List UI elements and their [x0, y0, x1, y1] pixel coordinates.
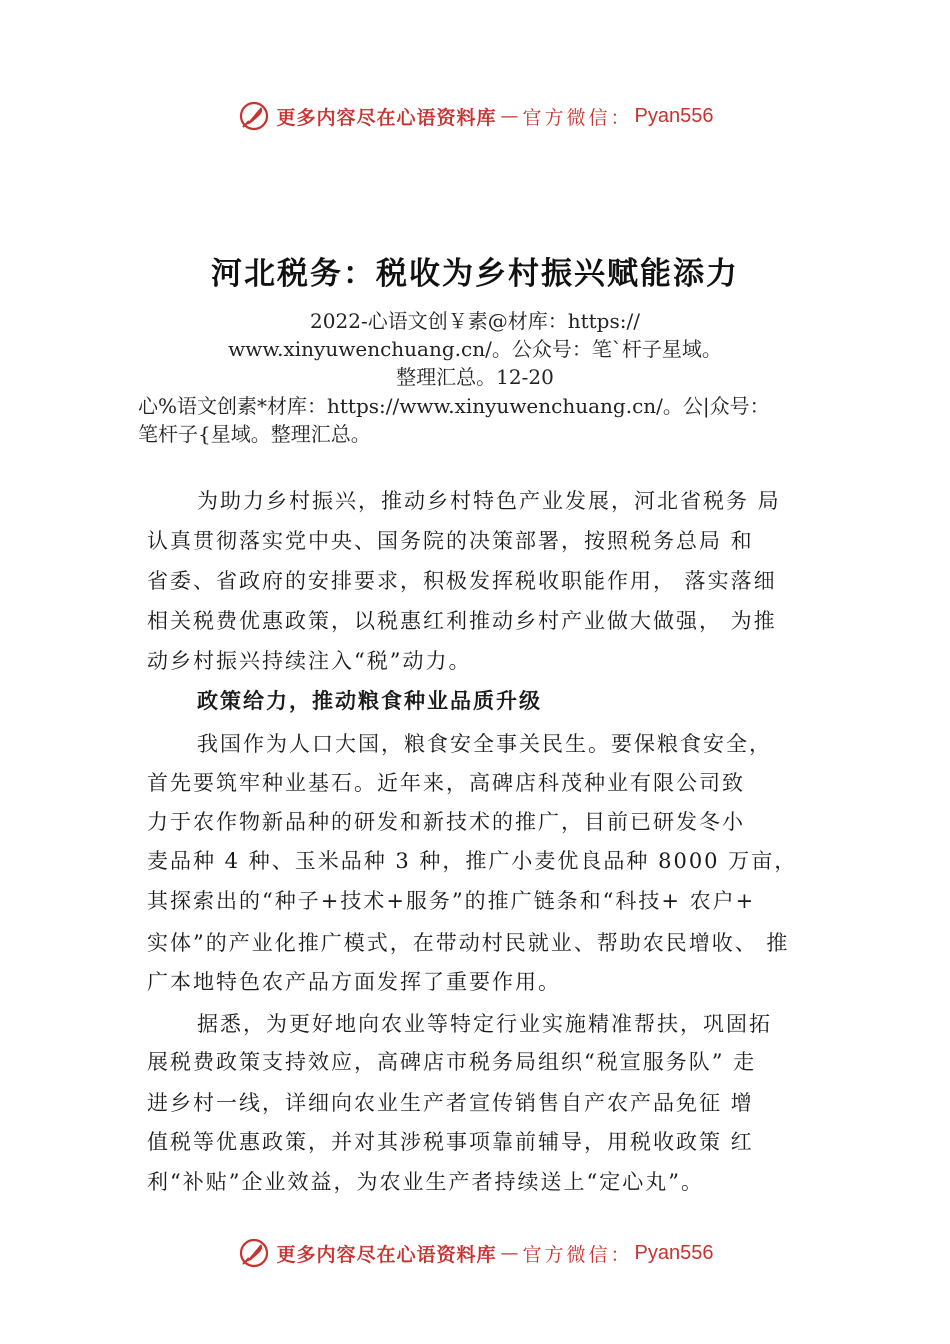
body-line: 据悉，为更好地向农业等特定行业实施精准帮扶，巩固拓 — [197, 1012, 772, 1036]
quill-pen-logo-icon — [237, 1236, 271, 1270]
body-line: 认真贯彻落实党中央、国务院的决策部署，按照税务总局 和 — [147, 529, 754, 553]
body-line: 值税等优惠政策，并对其涉税事项靠前辅导，用税收政策 红 — [147, 1130, 754, 1154]
source-line: 整理汇总。12-20 — [396, 365, 554, 389]
banner-wechat-id: Pyan556 — [634, 1241, 714, 1264]
banner-wechat-label: 官方微信： — [522, 1243, 633, 1266]
body-line: 展税费政策支持效应，高碑店市税务局组织“税宣服务队” 走 — [147, 1050, 757, 1074]
top-banner — [0, 96, 950, 136]
body-line: 实体”的产业化推广模式，在带动村民就业、帮助农民增收、 推 — [147, 931, 790, 955]
section-heading: 政策给力，推动粮食种业品质升级 — [197, 689, 542, 713]
body-line: 我国作为人口大国，粮食安全事关民生。要保粮食安全， — [197, 732, 772, 756]
body-line: 省委、省政府的安排要求，积极发挥税收职能作用， 落实落细 — [147, 569, 777, 593]
body-line: 其探索出的“种子+技术+服务”的推广链条和“科技+ 农户+ — [147, 889, 756, 913]
banner-brand: 更多内容尽在心语资料库 — [276, 106, 497, 129]
banner-brand: 更多内容尽在心语资料库 — [276, 1243, 497, 1266]
body-line: 麦品种 4 种、玉米品种 3 种，推广小麦优良品种 8000 万亩， — [147, 849, 798, 873]
body-line: 进乡村一线，详细向农业生产者宣传销售自产农产品免征 增 — [147, 1091, 754, 1115]
bottom-banner — [0, 1233, 950, 1273]
source-line: 笔杆子{星域。整理汇总。 — [138, 422, 371, 446]
banner-wechat-label: 官方微信： — [522, 106, 633, 129]
quill-pen-logo-icon — [237, 99, 271, 133]
body-line: 利“补贴”企业效益，为农业生产者持续送上“定心丸”。 — [147, 1170, 704, 1194]
body-line: 力于农作物新品种的研发和新技术的推广，目前已研发冬小 — [147, 810, 745, 834]
banner-wechat-id: Pyan556 — [634, 104, 714, 127]
source-line: 2022-心语文创￥素@材库：https:// — [310, 309, 640, 333]
body-line: 动乡村振兴持续注入“税”动力。 — [147, 649, 472, 673]
document-title: 河北税务：税收为乡村振兴赋能添力 — [211, 256, 739, 292]
body-line: 为助力乡村振兴，推动乡村特色产业发展，河北省税务 局 — [197, 489, 781, 513]
body-line: 首先要筑牢种业基石。近年来，高碑店科茂种业有限公司致 — [147, 771, 745, 795]
source-line: www.xinyuwenchuang.cn/。公众号：笔`杆子星域。 — [228, 337, 722, 361]
banner-dash: — — [500, 105, 519, 127]
body-line: 相关税费优惠政策，以税惠红利推动乡村产业做大做强， 为推 — [147, 609, 777, 633]
banner-dash: — — [500, 1242, 519, 1264]
body-line: 广本地特色农产品方面发挥了重要作用。 — [147, 970, 561, 994]
source-line: 心%语文创素*材库：https://www.xinyuwenchuang.cn/。公|众号： — [138, 394, 770, 418]
